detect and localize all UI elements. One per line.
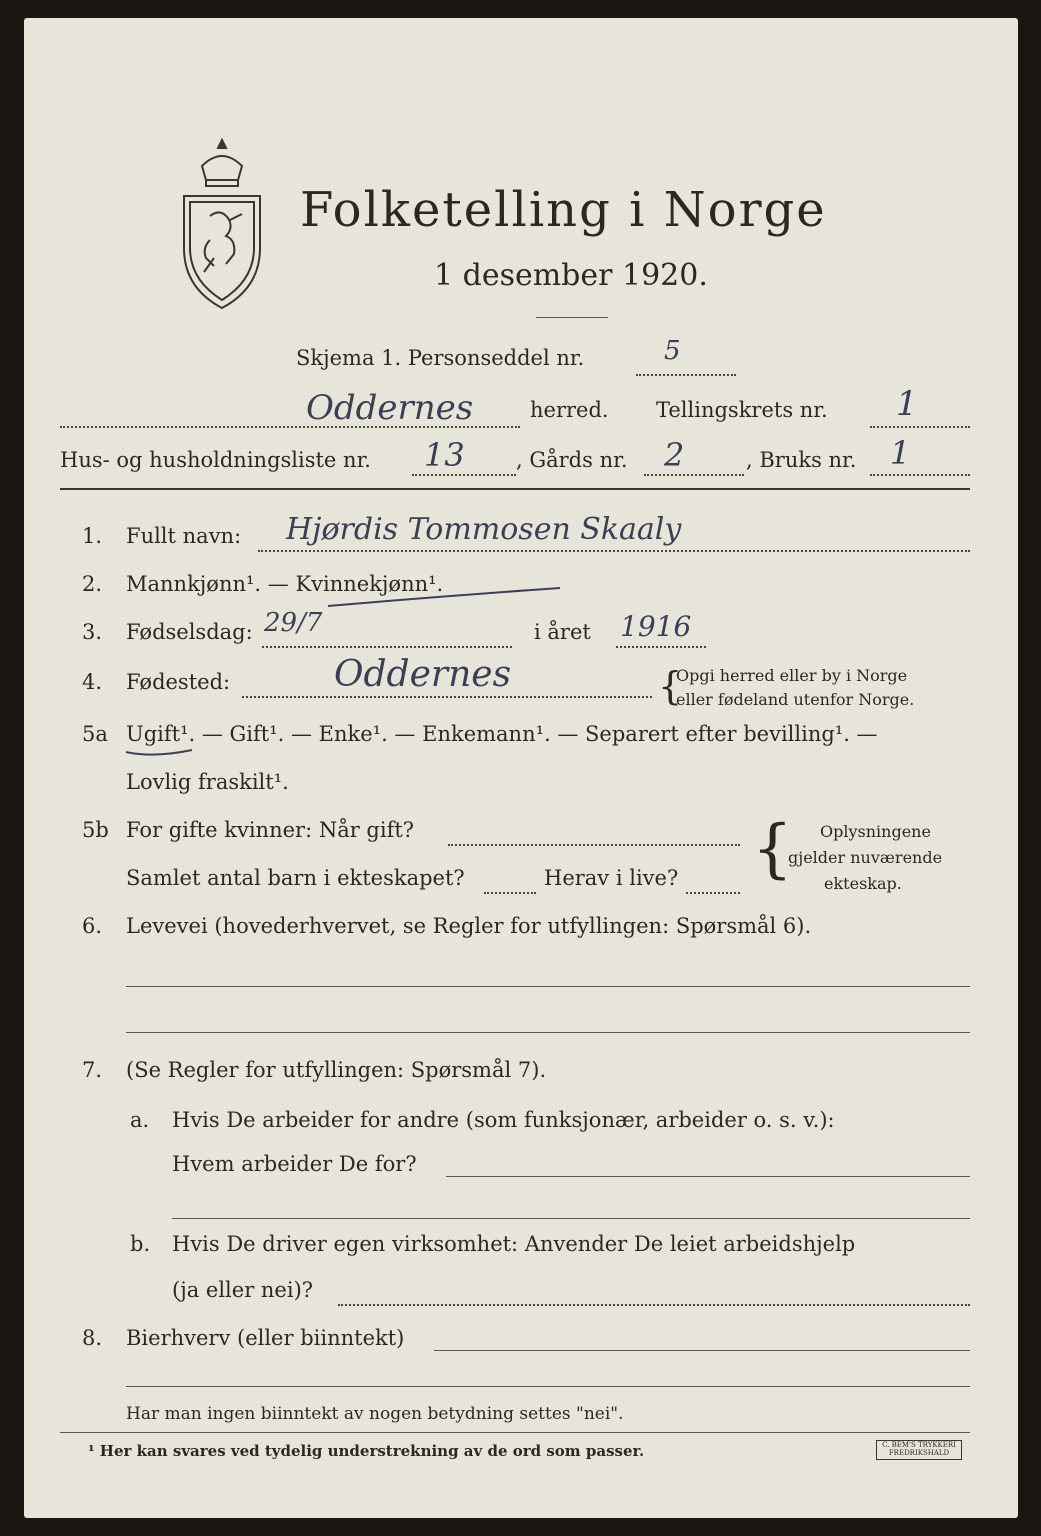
side-income-label: Bierhverv (eller biinntekt) (126, 1326, 405, 1350)
marriage-note-1: Oplysningene (820, 822, 931, 841)
title-divider (536, 317, 608, 318)
q8-number: 8. (82, 1326, 103, 1350)
marital-status-options: Ugift¹. — Gift¹. — Enke¹. — Enkemann¹. — Separert efter bevilling¹. — (126, 722, 878, 746)
q4-number: 4. (82, 670, 103, 694)
side-income-line-2 (126, 1386, 970, 1387)
gards-value[interactable]: 2 (664, 436, 685, 474)
marriage-note-3: ekteskap. (824, 874, 902, 893)
census-date: 1 desember 1920. (434, 258, 708, 293)
q7-label: (Se Regler for utfyllingen: Spørsmål 7). (126, 1058, 547, 1082)
children-count-label: Samlet antal barn i ekteskapet? (126, 866, 465, 890)
q2-number: 2. (82, 572, 103, 596)
norwegian-coat-of-arms-icon (176, 136, 268, 312)
printer-stamp: C. BEM'S TRYKKERI FREDRIKSHALD (876, 1440, 962, 1460)
household-list-value[interactable]: 13 (424, 436, 465, 474)
q4-label: Fødested: (126, 670, 231, 694)
occupation-label: Levevei (hovederhvervet, se Regler for utfyllingen: Spørsmål 6). (126, 914, 812, 938)
krets-line (870, 426, 970, 428)
bruks-label: , Bruks nr. (746, 448, 857, 472)
children-count-line (484, 892, 536, 894)
q1-label: Fullt navn: (126, 524, 242, 548)
birthplace-note-1: Opgi herred eller by i Norge (676, 666, 908, 685)
census-form-sheet (24, 18, 1018, 1518)
when-married-label: For gifte kvinner: Når gift? (126, 818, 415, 842)
gards-line (644, 474, 744, 476)
birthplace-value[interactable]: Oddernes (334, 654, 512, 695)
q7a-mark: a. (130, 1108, 150, 1132)
kvinnekjonn-underline (324, 584, 564, 612)
birth-year-label: i året (534, 620, 591, 644)
q3-number: 3. (82, 620, 103, 644)
krets-value[interactable]: 1 (896, 384, 918, 424)
herred-label: herred. (530, 398, 609, 422)
occupation-line-1 (126, 986, 970, 987)
birthplace-note-2: eller fødeland utenfor Norge. (676, 690, 915, 709)
bottom-note: Har man ingen biinntekt av nogen betydning settes "nei". (126, 1404, 624, 1424)
occupation-line-2 (126, 1032, 970, 1033)
gards-label: , Gårds nr. (516, 448, 628, 472)
q7a-line-1: Hvis De arbeider for andre (som funksjonær, arbeider o. s. v.): (172, 1108, 835, 1132)
marriage-note-2: gjelder nuværende (788, 848, 943, 867)
footnote-rule (60, 1432, 970, 1433)
birth-year-value[interactable]: 1916 (620, 610, 692, 643)
when-married-line (448, 844, 740, 846)
schema-label: Skjema 1. Personseddel nr. (296, 346, 585, 370)
q7-number: 7. (82, 1058, 103, 1082)
schema-number-line (636, 374, 736, 376)
birthday-value[interactable]: 29/7 (264, 608, 323, 638)
q7b-line-1: Hvis De driver egen virksomhet: Anvender De leiet arbeidshjelp (172, 1232, 856, 1256)
hired-help-line (338, 1304, 970, 1306)
children-alive-line (686, 892, 740, 894)
children-alive-label: Herav i live? (544, 866, 679, 890)
form-title: Folketelling i Norge (300, 182, 827, 238)
hired-help-label: (ja eller nei)? (172, 1278, 314, 1302)
birthplace-line (242, 696, 652, 698)
header-rule (60, 488, 970, 490)
bruks-line (870, 474, 970, 476)
footnote: ¹ Her kan svares ved tydelig understrekning av de ord som passer. (88, 1442, 645, 1460)
employer-line (446, 1176, 970, 1177)
ugift-underline (124, 746, 194, 760)
gender-options: Mannkjønn¹. — Kvinnekjønn¹. (126, 572, 444, 596)
birthplace-note-brace: { (658, 664, 683, 708)
q3-label: Fødselsdag: (126, 620, 253, 644)
household-list-line (412, 474, 516, 476)
employer-label: Hvem arbeider De for? (172, 1152, 417, 1176)
q7b-mark: b. (130, 1232, 151, 1256)
employer-line-2 (172, 1218, 970, 1219)
marriage-note-brace: { (752, 812, 793, 886)
birth-year-line (616, 646, 706, 648)
bruks-value[interactable]: 1 (890, 434, 911, 472)
marital-status-options-2: Lovlig fraskilt¹. (126, 770, 289, 794)
q5b-number: 5b (82, 818, 109, 842)
q6-number: 6. (82, 914, 103, 938)
household-list-label: Hus- og husholdningsliste nr. (60, 448, 371, 472)
birthday-line (262, 646, 512, 648)
municipality-name[interactable]: Oddernes (306, 388, 474, 428)
full-name-value[interactable]: Hjørdis Tommosen Skaaly (286, 512, 682, 547)
schema-number[interactable]: 5 (664, 336, 681, 366)
krets-label: Tellingskrets nr. (656, 398, 828, 422)
q5a-number: 5a (82, 722, 108, 746)
side-income-line (434, 1350, 970, 1351)
q1-number: 1. (82, 524, 103, 548)
full-name-line (258, 550, 970, 552)
